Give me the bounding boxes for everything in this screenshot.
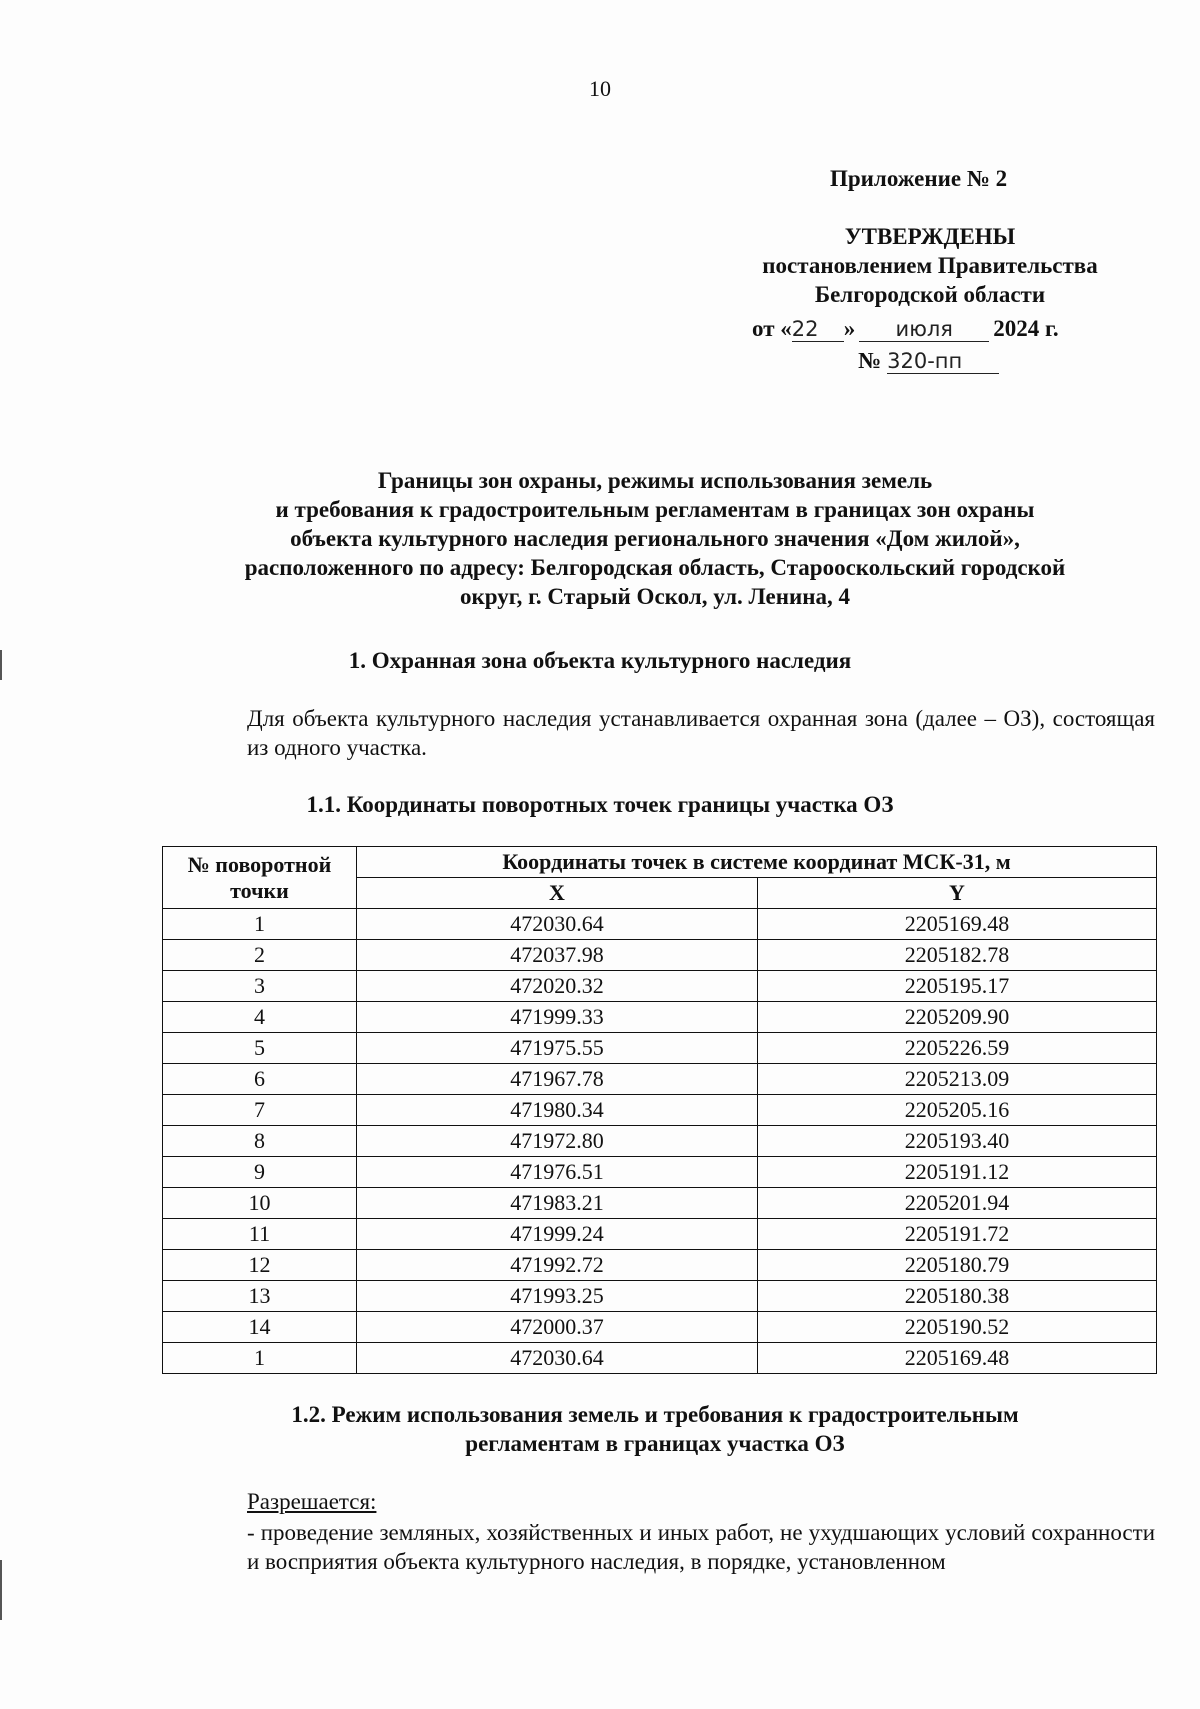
- page-number: 10: [589, 76, 611, 101]
- number-prefix: №: [858, 348, 882, 373]
- table-row: [163, 1250, 1157, 1281]
- cell-point: 2: [163, 940, 357, 971]
- table-row: [163, 1281, 1157, 1312]
- table-row: [163, 1219, 1157, 1250]
- scan-edge-mark: [0, 1560, 2, 1620]
- approval-block: [735, 222, 1125, 309]
- cell-point: 13: [163, 1281, 357, 1312]
- cell-x: 471999.24: [357, 1219, 758, 1250]
- coordinates-table-body: [163, 909, 1157, 1374]
- table-row: [163, 1157, 1157, 1188]
- header-coordinates: Координаты точек в системе координат МСК-31, м: [357, 847, 1157, 878]
- cell-y: 2205169.48: [758, 1343, 1157, 1374]
- cell-y: 2205226.59: [758, 1033, 1157, 1064]
- cell-y: 2205169.48: [758, 909, 1157, 940]
- heading-line: регламентам в границах участка ОЗ: [465, 1431, 845, 1456]
- title-line: объекта культурного наследия регионального значения «Дом жилой»,: [290, 526, 1020, 551]
- cell-x: 471980.34: [357, 1095, 758, 1126]
- cell-y: 2205180.79: [758, 1250, 1157, 1281]
- table-row: [163, 1095, 1157, 1126]
- allowed-item: [175, 1518, 1155, 1576]
- table-row: [163, 1312, 1157, 1343]
- approval-date: [752, 316, 1059, 342]
- cell-point: 5: [163, 1033, 357, 1064]
- table-row: [163, 1002, 1157, 1033]
- date-mid: »: [843, 316, 856, 341]
- cell-y: 2205195.17: [758, 971, 1157, 1002]
- approved-by: постановлением Правительства: [762, 253, 1098, 278]
- cell-point: 11: [163, 1219, 357, 1250]
- cell-y: 2205190.52: [758, 1312, 1157, 1343]
- cell-y: 2205182.78: [758, 940, 1157, 971]
- date-prefix: от «: [752, 316, 792, 341]
- cell-point: 1: [163, 909, 357, 940]
- section-1-heading: 1. Охранная зона объекта культурного наследия: [348, 648, 852, 673]
- approved-heading: УТВЕРЖДЕНЫ: [844, 224, 1016, 249]
- cell-x: 472020.32: [357, 971, 758, 1002]
- cell-x: 471967.78: [357, 1064, 758, 1095]
- section-1-1-heading: 1.1. Координаты поворотных точек границы участка ОЗ: [306, 792, 894, 817]
- title-line: округ, г. Старый Оскол, ул. Ленина, 4: [459, 584, 850, 609]
- header-point-number: № поворотной точки: [163, 847, 357, 909]
- allowed-item-text: - проведение земляных, хозяйственных и иных работ, не ухудшающих условий сохранности и восприятия объекта культурного наследия, в порядке, установленном: [247, 1520, 1155, 1574]
- allowed-label: Разрешается:: [247, 1489, 377, 1514]
- cell-y: 2205213.09: [758, 1064, 1157, 1095]
- cell-point: 1: [163, 1343, 357, 1374]
- cell-y: 2205191.12: [758, 1157, 1157, 1188]
- cell-y: 2205205.16: [758, 1095, 1157, 1126]
- date-month: июля: [859, 317, 989, 342]
- cell-x: 471999.33: [357, 1002, 758, 1033]
- table-row: [163, 1064, 1157, 1095]
- header-y: Y: [758, 878, 1157, 909]
- table-row: [163, 940, 1157, 971]
- cell-y: 2205180.38: [758, 1281, 1157, 1312]
- table-row: [163, 1188, 1157, 1219]
- cell-x: 471976.51: [357, 1157, 758, 1188]
- cell-x: 472000.37: [357, 1312, 758, 1343]
- table-row: [163, 1343, 1157, 1374]
- cell-x: 471993.25: [357, 1281, 758, 1312]
- table-row: [163, 971, 1157, 1002]
- cell-point: 3: [163, 971, 357, 1002]
- cell-point: 6: [163, 1064, 357, 1095]
- cell-x: 471975.55: [357, 1033, 758, 1064]
- cell-point: 7: [163, 1095, 357, 1126]
- cell-x: 472030.64: [357, 1343, 758, 1374]
- cell-point: 4: [163, 1002, 357, 1033]
- appendix-label: Приложение № 2: [830, 166, 1008, 191]
- header-x: X: [357, 878, 758, 909]
- coordinates-table: [162, 846, 1157, 1374]
- document-title: [160, 466, 1150, 611]
- cell-point: 8: [163, 1126, 357, 1157]
- table-row: [163, 1033, 1157, 1064]
- date-day: 22: [792, 317, 844, 342]
- cell-x: 471983.21: [357, 1188, 758, 1219]
- title-line: и требования к градостроительным регламентам в границах зон охраны: [275, 497, 1035, 522]
- cell-x: 472037.98: [357, 940, 758, 971]
- title-line: Границы зон охраны, режимы использования земель: [377, 468, 933, 493]
- cell-point: 10: [163, 1188, 357, 1219]
- cell-y: 2205191.72: [758, 1219, 1157, 1250]
- table-row: [163, 1126, 1157, 1157]
- approved-region: Белгородской области: [814, 282, 1046, 307]
- cell-x: 471972.80: [357, 1126, 758, 1157]
- approval-number: [858, 348, 999, 374]
- heading-line: 1.2. Режим использования земель и требования к градостроительным: [291, 1402, 1019, 1427]
- cell-y: 2205193.40: [758, 1126, 1157, 1157]
- cell-point: 12: [163, 1250, 357, 1281]
- cell-y: 2205209.90: [758, 1002, 1157, 1033]
- cell-x: 471992.72: [357, 1250, 758, 1281]
- number-value: 320-пп: [887, 349, 999, 374]
- cell-y: 2205201.94: [758, 1188, 1157, 1219]
- paragraph-text: Для объекта культурного наследия устанавливается охранная зона (далее – ОЗ), состоящая из одного участка.: [247, 706, 1155, 760]
- cell-point: 14: [163, 1312, 357, 1343]
- title-line: расположенного по адресу: Белгородская область, Старооскольский городской: [244, 555, 1066, 580]
- cell-point: 9: [163, 1157, 357, 1188]
- cell-x: 472030.64: [357, 909, 758, 940]
- table-row: [163, 909, 1157, 940]
- date-year: 2024 г.: [993, 316, 1059, 341]
- section-1-paragraph: [175, 704, 1155, 762]
- section-1-2-heading: [160, 1400, 1150, 1458]
